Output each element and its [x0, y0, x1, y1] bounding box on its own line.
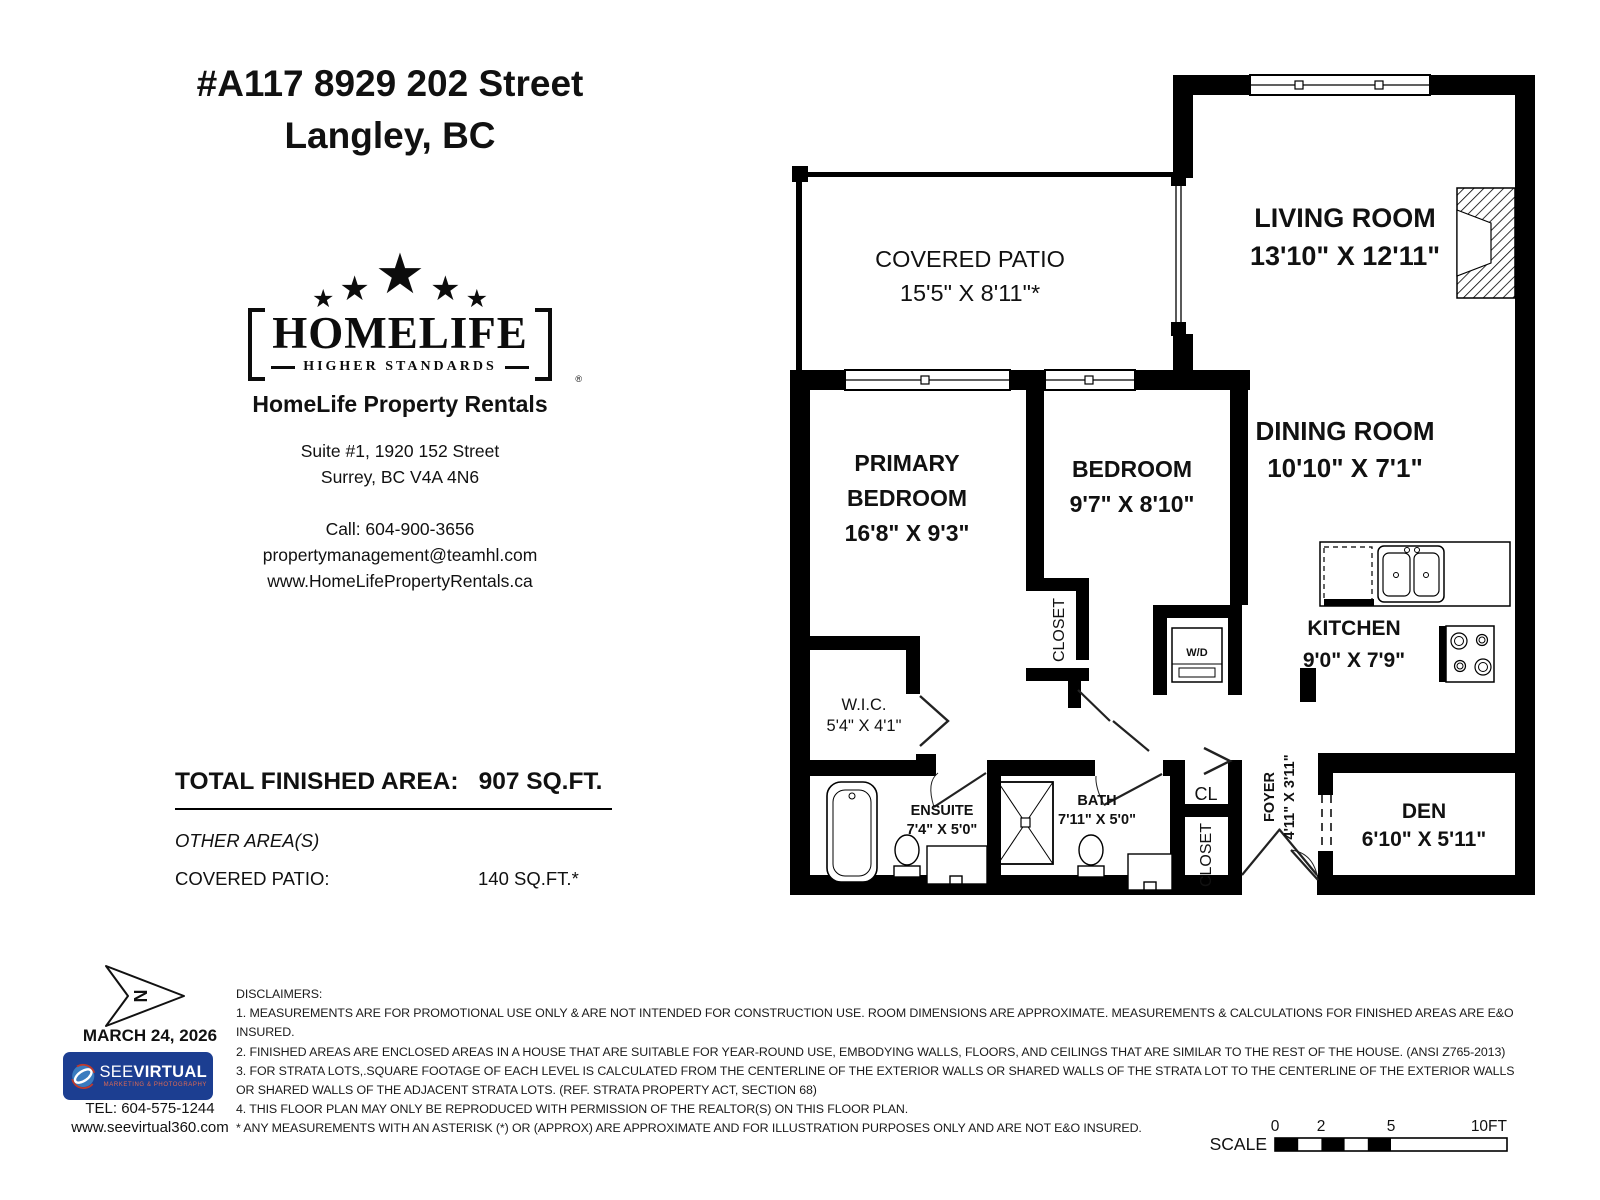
- room-dims-ensuite: 7'4" X 5'0": [906, 822, 978, 838]
- scale-tick-10: 10FT: [1470, 1118, 1507, 1135]
- scale-tick-5: 5: [1386, 1118, 1396, 1135]
- room-label-bath: BATH: [1077, 793, 1117, 809]
- address-line2: Langley, BC: [284, 115, 496, 156]
- disclaimer-item: 1. MEASUREMENTS ARE FOR PROMOTIONAL USE ONLY & ARE NOT INTENDED FOR CONSTRUCTION USE. ROOM DIMENSIONS ARE APPROXIMATE. MEASUREMENTS & CALCULATIONS FOR FINISHED AREAS ARE E&O INSURED.: [236, 1006, 1514, 1040]
- logo-stars: [230, 242, 570, 314]
- divider-line: [175, 808, 612, 810]
- homelife-logo: [230, 242, 582, 418]
- bathtub: [827, 782, 877, 882]
- scale-tick-0: 0: [1270, 1118, 1280, 1135]
- room-label-bedroom: BEDROOM: [1071, 456, 1193, 482]
- seevirtual-subtitle: MARKETING & PHOTOGRAPHY: [103, 1082, 207, 1089]
- seevirtual-logo-icon: [69, 1058, 97, 1094]
- room-label-primary-2: BEDROOM: [846, 485, 968, 511]
- area-summary: [175, 768, 612, 890]
- room-label-wic: W.I.C.: [841, 696, 887, 714]
- scale-bar-segment: [1368, 1138, 1391, 1151]
- label-closet-bedroom: CLOSET: [1051, 597, 1068, 663]
- kitchen-sink: [1378, 546, 1444, 602]
- north-compass: [92, 956, 192, 1028]
- star-icon: ★: [339, 270, 370, 308]
- seevirtual-brand-see: SEE: [99, 1062, 134, 1081]
- room-dims-bath: 7'11" X 5'0": [1058, 812, 1136, 828]
- logo-tagline-row: [271, 359, 529, 375]
- room-dims-dining: 10'10" X 7'1": [1267, 453, 1423, 483]
- disclaimer-item: 2. FINISHED AREAS ARE ENCLOSED AREAS IN A HOUSE THAT ARE SUITABLE FOR YEAR-ROUND USE, EMBODYING WALLS, FLOORS, AND CEILINGS THAT ARE SIMILAR TO THE REST OF THE HOUSE. (ANSI Z765-2013): [236, 1044, 1506, 1059]
- disclaimers: [236, 985, 1536, 1139]
- scale-bar-segment: [1275, 1138, 1298, 1151]
- property-address: [140, 58, 640, 162]
- room-dims-wic: 5'4" X 4'1": [826, 717, 902, 735]
- scale-bar: [1205, 1118, 1525, 1162]
- star-icon: ★: [430, 270, 461, 308]
- room-label-kitchen: KITCHEN: [1307, 617, 1401, 640]
- room-dims-kitchen: 9'0" X 7'9": [1302, 649, 1406, 672]
- den-opening: [1322, 795, 1331, 851]
- company-name: HomeLife Property Rentals: [252, 391, 548, 417]
- contact-block: [230, 438, 570, 594]
- room-label-ensuite: ENSUITE: [910, 803, 974, 819]
- seevirtual-badge: [63, 1052, 213, 1100]
- address-line1: #A117 8929 202 Street: [196, 63, 584, 104]
- email-address: propertymanagement@teamhl.com: [262, 545, 538, 565]
- room-dims-patio: 15'5" X 8'11"*: [899, 280, 1041, 306]
- room-label-living: LIVING ROOM: [1254, 203, 1436, 233]
- bracket-right: [535, 308, 552, 381]
- scale-bar-segment: [1321, 1138, 1344, 1151]
- disclaimer-item: * ANY MEASUREMENTS WITH AN ASTERISK (*) OR (APPROX) ARE APPROXIMATE AND FOR ILLUSTRATION PURPOSES ONLY AND ARE NOT E&O INSURED.: [236, 1121, 1142, 1136]
- label-cl: CL: [1194, 784, 1218, 804]
- photographer-phone: TEL: 604-575-1244: [85, 1100, 215, 1117]
- room-label-den: DEN: [1401, 800, 1447, 823]
- plan-date: MARCH 24, 2026: [82, 1026, 218, 1045]
- logo-name: HOMELIFE: [272, 308, 528, 358]
- room-dims-living: 13'10" X 12'11": [1249, 241, 1441, 271]
- logo-wordmark: [230, 308, 582, 384]
- disclaimer-item: 4. THIS FLOOR PLAN MAY ONLY BE REPRODUCED WITH PERMISSION OF THE REALTOR(S) ON THIS FLOOR PLAN.: [236, 1102, 909, 1117]
- scale-label: SCALE: [1209, 1134, 1267, 1154]
- disclaimer-item: 3. FOR STRATA LOTS,.SQUARE FOOTAGE OF EACH LEVEL IS CALCULATED FROM THE CENTERLINE OF THE EXTERIOR WALLS OR SHARED WALLS OF THE STRATA LOT TO THE CENTERLINE OF THE EXTERIOR WALLS OR SHARED WALLS OF THE ADJACENT STRATA LOTS. (REF. STRATA PROPERTY ACT, SECTION 68): [236, 1063, 1515, 1098]
- room-label-primary-1: PRIMARY: [854, 450, 960, 476]
- tagline-dash: [505, 366, 529, 369]
- office-address-line2: Surrey, BC V4A 4N6: [320, 467, 480, 487]
- other-area-value: 140 SQ.FT.*: [478, 868, 579, 889]
- registered-mark: ®: [575, 374, 582, 384]
- other-areas-heading: OTHER AREA(S): [175, 830, 320, 851]
- total-area-label: TOTAL FINISHED AREA:: [175, 768, 459, 795]
- star-icon: ★: [311, 285, 335, 313]
- room-label-patio: COVERED PATIO: [875, 246, 1065, 272]
- stove: [1439, 626, 1494, 682]
- photographer-website: www.seevirtual360.com: [71, 1119, 229, 1136]
- room-dims-den: 6'10" X 5'11": [1361, 828, 1487, 851]
- sliding-door: [1176, 186, 1181, 322]
- fireplace: [1457, 188, 1515, 298]
- total-area-value: 907 SQ.FT.: [478, 768, 603, 795]
- shower: [998, 782, 1053, 864]
- room-label-foyer: FOYER: [1262, 772, 1278, 822]
- star-icon: ★: [374, 242, 426, 305]
- office-address-line1: Suite #1, 1920 152 Street: [300, 441, 500, 461]
- compass-north-letter: N: [130, 989, 150, 1003]
- room-dims-bedroom: 9'7" X 8'10": [1069, 491, 1195, 517]
- other-area-label: COVERED PATIO:: [175, 868, 330, 889]
- room-dims-primary: 16'8" X 9'3": [844, 520, 970, 546]
- label-washer-dryer: W/D: [1186, 647, 1208, 659]
- room-dims-foyer: 4'11" X 3'11": [1282, 754, 1298, 840]
- scale-tick-2: 2: [1316, 1118, 1326, 1135]
- floor-plan: [780, 60, 1540, 910]
- disclaimers-title: DISCLAIMERS:: [236, 987, 323, 1001]
- star-icon: ★: [465, 285, 488, 313]
- website-url: www.HomeLifePropertyRentals.ca: [267, 571, 533, 591]
- label-closet-foyer: CLOSET: [1198, 822, 1215, 888]
- logo-tagline: HIGHER STANDARDS: [303, 359, 497, 374]
- bracket-left: [248, 308, 265, 381]
- room-label-dining: DINING ROOM: [1255, 416, 1435, 446]
- tagline-dash: [271, 366, 295, 369]
- phone-number: Call: 604-900-3656: [325, 519, 475, 539]
- seevirtual-brand-virtual: VIRTUAL: [133, 1062, 207, 1081]
